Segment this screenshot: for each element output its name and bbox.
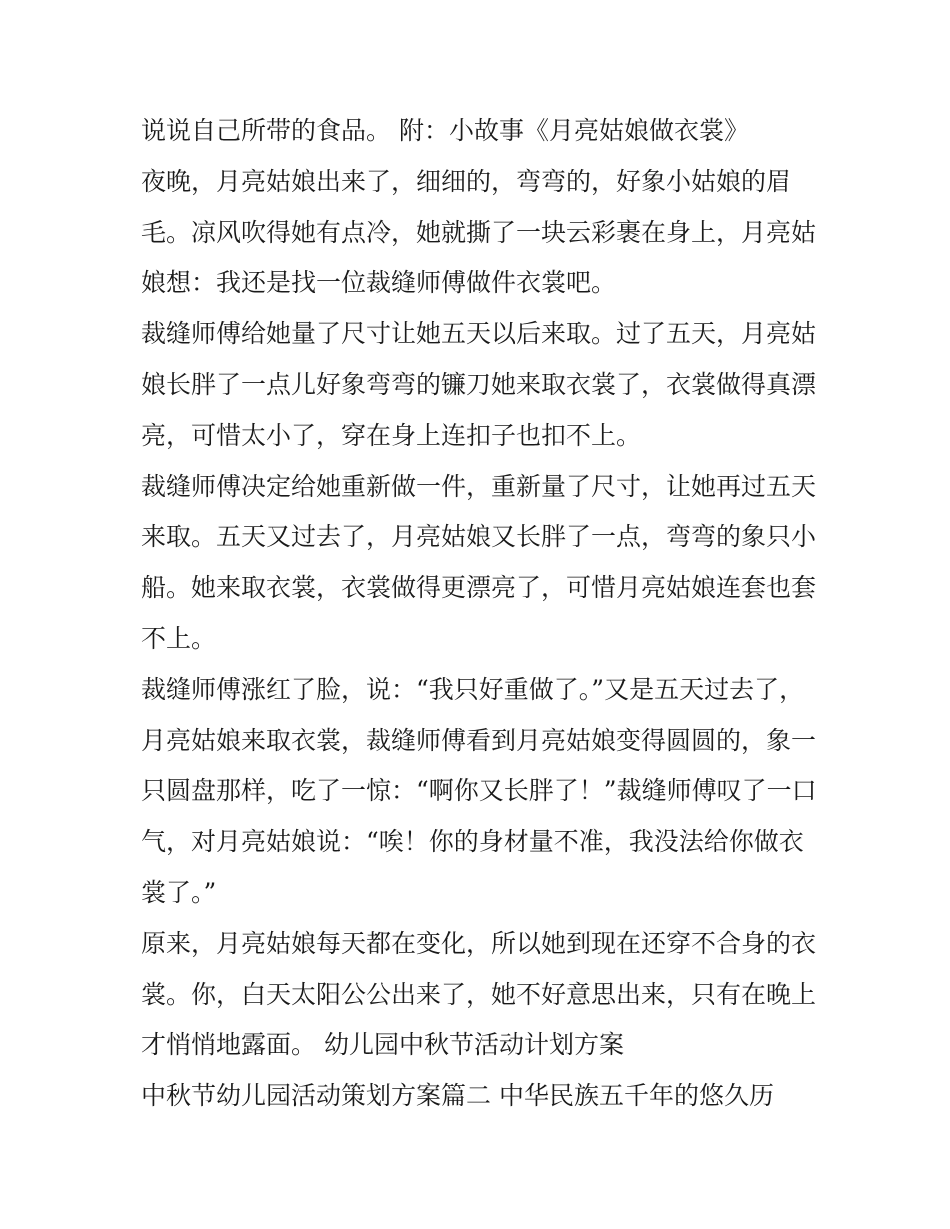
text-line: 裳。你，白天太阳公公出来了，她不好意思出来，只有在晚上	[141, 979, 817, 1009]
text-line: 只圆盘那样，吃了一惊：“啊你又长胖了！”裁缝师傅叹了一口	[141, 776, 817, 806]
text-line: 夜晚，月亮姑娘出来了，细细的，弯弯的，好象小姑娘的眉	[141, 166, 792, 196]
text-line: 亮，可惜太小了，穿在身上连扣子也扣不上。	[141, 420, 642, 450]
document-body	[141, 106, 821, 1122]
text-line: 裁缝师傅决定给她重新做一件，重新量了尺寸，让她再过五天	[141, 471, 817, 501]
text-line: 月亮姑娘来取衣裳，裁缝师傅看到月亮姑娘变得圆圆的，象一	[141, 725, 817, 755]
text-line: 娘想：我还是找一位裁缝师傅做件衣裳吧。	[141, 268, 617, 298]
text-line: 说说自己所带的食品。 附：小故事《月亮姑娘做衣裳》	[141, 116, 749, 145]
text-line: 中秋节幼儿园活动策划方案篇二 中华民族五千年的悠久历	[141, 1081, 774, 1111]
text-line: 船。她来取衣裳，衣裳做得更漂亮了，可惜月亮姑娘连套也套	[141, 573, 817, 603]
text-line: 才悄悄地露面。 幼儿园中秋节活动计划方案	[141, 1030, 624, 1060]
text-line: 原来，月亮姑娘每天都在变化，所以她到现在还穿不合身的衣	[141, 928, 817, 958]
text-line: 裁缝师傅给她量了尺寸让她五天以后来取。过了五天，月亮姑	[141, 319, 817, 349]
text-line: 裁缝师傅涨红了脸，说：“我只好重做了。”又是五天过去了，	[141, 674, 805, 704]
text-line: 毛。凉风吹得她有点冷，她就撕了一块云彩裹在身上，月亮姑	[141, 217, 817, 247]
text-line: 不上。	[141, 623, 217, 653]
text-line: 来取。五天又过去了，月亮姑娘又长胖了一点，弯弯的象只小	[141, 522, 817, 552]
text-line: 裳了。”	[141, 877, 217, 907]
text-line: 气，对月亮姑娘说：“唉！你的身材量不准，我没法给你做衣	[141, 827, 804, 857]
text-line: 娘长胖了一点儿好象弯弯的镰刀她来取衣裳了，衣裳做得真漂	[141, 369, 817, 399]
